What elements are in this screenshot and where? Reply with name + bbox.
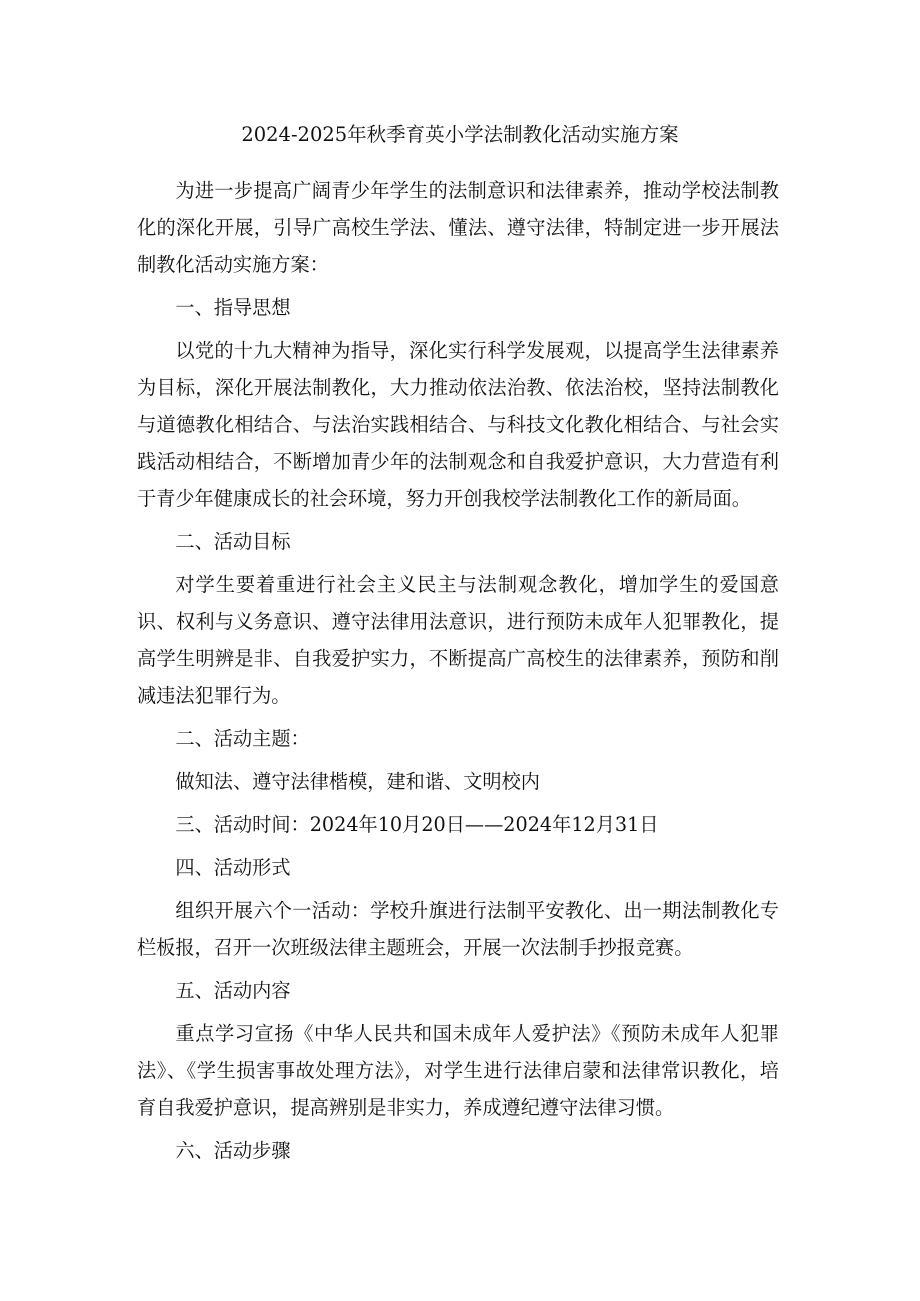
section-heading-activity-time: 三、活动时间：2024年10月20日——2024年12月31日 [175,813,659,836]
section-heading-guiding-ideology: 一、指导思想 [175,296,291,319]
section-heading-activity-theme: 二、活动主题： [175,727,310,750]
document-title: 2024-2025年秋季育英小学法制教化活动实施方案 [241,123,679,146]
section-heading-activity-goals: 二、活动目标 [175,530,291,553]
section-body-activity-theme: 做知法、遵守法律楷模，建和谐、文明校内 [175,770,540,793]
section-body-activity-goals: 对学生要着重进行社会主义民主与法制观念教化，增加学生的爱国意识、权利与义务意识、遵守法律用法意识，进行预防未成年人犯罪教化，提高学生明辨是非、自我爱护实力，不断提高广高校生的法律素养，预防和削减违法犯罪行为。 [137,573,779,707]
section-body-activity-form: 组织开展六个一活动：学校升旗进行法制平安教化、出一期法制教化专栏板报，召开一次班级法律主题班会，开展一次法制手抄报竞赛。 [137,899,779,959]
section-heading-activity-steps: 六、活动步骤 [175,1139,291,1162]
section-heading-activity-content: 五、活动内容 [175,979,291,1002]
section-body-guiding-ideology: 以党的十九大精神为指导，深化实行科学发展观，以提高学生法律素养为目标，深化开展法制教化，大力推动依法治教、依法治校，坚持法制教化与道德教化相结合、与法治实践相结合、与科技文化教化相结合、与社会实践活动相结合，不断增加青少年的法制观念和自我爱护意识，大力营造有利于青少年健康成长的社会环境，努力开创我校学法制教化工作的新局面。 [137,339,779,510]
section-body-activity-content: 重点学习宣扬《中华人民共和国未成年人爱护法》《预防未成年人犯罪法》、《学生损害事故处理方法》，对学生进行法律启蒙和法律常识教化，培育自我爱护意识，提高辨别是非实力，养成遵纪遵守法律习惯。 [137,1022,779,1119]
document-body [137,172,779,1175]
intro-paragraph: 为进一步提高广阔青少年学生的法制意识和法律素养，推动学校法制教化的深化开展，引导广高校生学法、懂法、遵守法律，特制定进一步开展法制教化活动实施方案： [137,179,779,276]
section-heading-activity-form: 四、活动形式 [175,856,291,879]
